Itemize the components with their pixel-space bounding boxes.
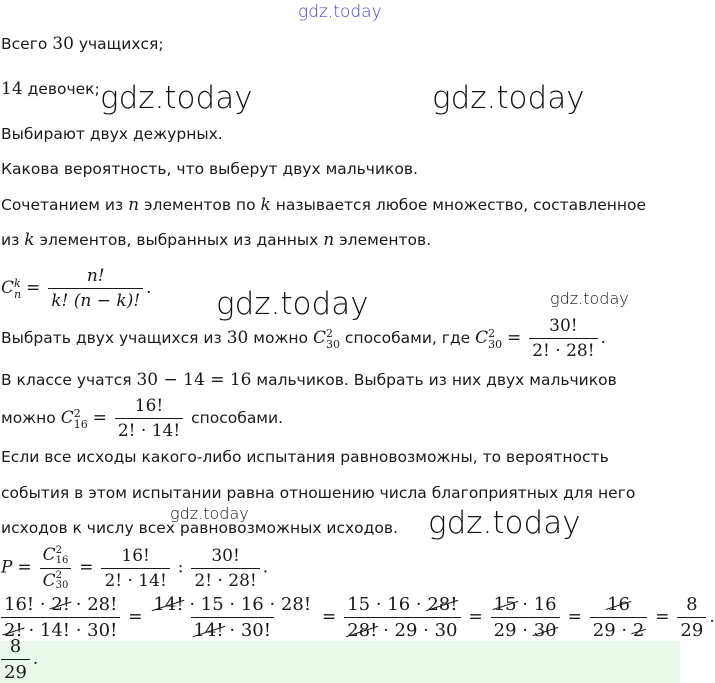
text-line-probability-1: Если все исходы какого-либо испытания равновозможны, то вероятность — [1, 448, 609, 466]
equals-sign: = — [79, 557, 94, 578]
fraction — [48, 266, 143, 311]
text: 16! · — [4, 594, 46, 615]
text-line-choose-30 — [1, 316, 606, 361]
numerator: 16! — [134, 396, 164, 416]
fraction — [115, 396, 183, 441]
text: мальчиков. Выбрать из них двух мальчиков — [256, 371, 617, 389]
cancelled-term: 2 — [632, 620, 645, 641]
numerator: 16! — [121, 545, 150, 566]
text: Всего — [1, 35, 48, 53]
text: способами. — [191, 409, 284, 427]
denominator: 29 — [677, 617, 706, 641]
text: · 16 — [522, 594, 557, 615]
denominator: 29 — [1, 659, 30, 683]
subscript: n — [14, 287, 22, 301]
text: можно — [253, 329, 309, 347]
denominator: 2! · 14! — [115, 418, 183, 441]
period: . — [262, 557, 269, 578]
fraction — [40, 545, 72, 591]
equals-sign: = — [468, 607, 483, 627]
colon: : — [177, 557, 184, 578]
subscript: 30 — [488, 337, 503, 351]
denominator — [344, 617, 460, 641]
watermark: gdz.today — [550, 289, 629, 308]
cancelled-term: 2! — [51, 594, 71, 615]
equals-sign: = — [507, 328, 522, 348]
answer — [1, 636, 38, 683]
variable: n — [128, 195, 140, 215]
number: 30 — [52, 34, 74, 54]
subscript: 16 — [73, 417, 88, 431]
text: девочек; — [27, 80, 100, 98]
cancelled-term: 30 — [533, 620, 557, 641]
subscript: 30 — [325, 337, 340, 351]
watermark: gdz.today — [428, 505, 581, 541]
symbol: C — [60, 408, 74, 428]
cancelled-term: 14! — [193, 620, 224, 641]
numerator: 8 — [9, 636, 22, 657]
text-line-duty: Выбирают двух дежурных. — [1, 125, 223, 143]
watermark: gdz.today — [100, 80, 253, 116]
symbol: C — [42, 545, 56, 565]
superscript: 2 — [55, 544, 62, 556]
denominator — [191, 617, 274, 641]
period: . — [709, 607, 715, 627]
cancelled-term: 2! — [4, 620, 23, 641]
text: · 15 · 16 · 28! — [189, 594, 312, 615]
denominator — [590, 617, 648, 641]
equals-sign: = — [92, 408, 107, 428]
equals-sign: = — [128, 607, 143, 627]
watermark: gdz.today — [170, 504, 249, 523]
watermark: gdz.today — [298, 2, 382, 22]
text: называется любое множество, составленное — [275, 196, 647, 214]
answer-fraction — [1, 636, 30, 683]
text: учащихся; — [78, 35, 164, 53]
equation: 30 − 14 = 16 — [136, 370, 252, 390]
fraction — [101, 546, 169, 591]
text: · 28! — [75, 594, 118, 615]
denominator — [491, 617, 560, 641]
text: элементов. — [339, 231, 432, 249]
text: · 29 · 30 — [383, 620, 458, 641]
numerator: 8 — [686, 594, 698, 615]
superscript: 2 — [325, 326, 333, 340]
text-line-boys — [1, 370, 617, 390]
variable: k — [24, 230, 35, 250]
text-line-total — [1, 34, 164, 54]
equals-sign: = — [567, 607, 582, 627]
text-line-definition-2 — [1, 230, 431, 250]
number: 14 — [1, 79, 23, 99]
fraction — [677, 594, 706, 641]
superscript: 2 — [488, 326, 496, 340]
text: можно — [1, 409, 56, 427]
period: . — [32, 649, 39, 669]
fraction — [529, 316, 597, 361]
equals-sign: = — [26, 278, 41, 298]
period: . — [146, 278, 152, 298]
simplification-chain — [1, 594, 715, 641]
number: 30 — [226, 328, 249, 348]
symbol: C — [42, 570, 56, 591]
variable: k — [260, 195, 271, 215]
fraction — [590, 594, 648, 641]
numerator: 30! — [211, 545, 240, 566]
watermark: gdz.today — [432, 80, 585, 116]
text: В классе учатся — [1, 371, 132, 389]
text: 29 · — [493, 620, 528, 641]
text: Выбрать двух учащихся из — [1, 329, 222, 347]
cancelled-term: 14! — [153, 594, 184, 615]
text: элементов, выбранных из данных — [39, 231, 319, 249]
numerator — [491, 594, 560, 617]
equals-sign: = — [655, 607, 670, 627]
equals-sign: = — [17, 557, 32, 578]
text-line-definition-1 — [1, 195, 646, 215]
denominator — [40, 568, 72, 592]
text: элементов по — [144, 196, 256, 214]
cancelled-term: 16 — [607, 594, 630, 615]
symbol: P — [1, 557, 13, 578]
cancelled-term: 28! — [347, 620, 378, 641]
fraction — [344, 594, 460, 641]
cancelled-term: 28! — [427, 594, 458, 615]
probability-formula — [1, 545, 268, 591]
text: Сочетанием из — [1, 196, 124, 214]
period: . — [600, 328, 606, 348]
denominator: k! (n − k)! — [48, 288, 143, 311]
combination-formula — [1, 266, 152, 311]
denominator: 2! · 28! — [529, 338, 597, 361]
superscript: 2 — [73, 406, 81, 420]
text-line-probability-3: исходов к числу всех равновозможных исходов. — [1, 519, 398, 537]
text-line-choose-16 — [1, 396, 283, 441]
text: способами, где — [344, 329, 471, 347]
numerator — [150, 594, 314, 617]
symbol: C — [1, 278, 15, 298]
text: · 14! · 30! — [28, 620, 118, 641]
numerator — [1, 594, 120, 617]
cancelled-term: 15 — [493, 594, 517, 615]
numerator — [344, 594, 460, 617]
symbol: C — [475, 328, 489, 348]
subscript: 30 — [55, 580, 69, 591]
text: 29 · — [592, 620, 628, 641]
variable: n — [323, 230, 335, 250]
fraction — [150, 594, 314, 641]
text: 15 · 16 · — [347, 594, 422, 615]
text: · 30! — [229, 620, 271, 641]
numerator — [40, 545, 72, 568]
equals-sign: = — [322, 607, 337, 627]
watermark: gdz.today — [216, 286, 369, 322]
text-line-question: Какова вероятность, что выберут двух мальчиков. — [1, 160, 418, 178]
symbol: C — [312, 328, 326, 348]
numerator: n! — [86, 266, 105, 286]
fraction — [491, 594, 560, 641]
fraction — [1, 594, 120, 641]
fraction — [191, 546, 259, 591]
denominator: 2! · 28! — [191, 568, 259, 591]
numerator: 30! — [549, 316, 578, 336]
text: из — [1, 231, 20, 249]
text-line-probability-2: события в этом испытании равна отношению числа благоприятных для него — [1, 484, 636, 502]
denominator: 2! · 14! — [101, 568, 169, 591]
numerator — [604, 594, 633, 617]
superscript: k — [14, 276, 21, 290]
subscript: 16 — [55, 554, 69, 566]
text-line-girls — [1, 79, 100, 99]
answer-highlight — [0, 641, 680, 683]
superscript: 2 — [55, 570, 62, 581]
